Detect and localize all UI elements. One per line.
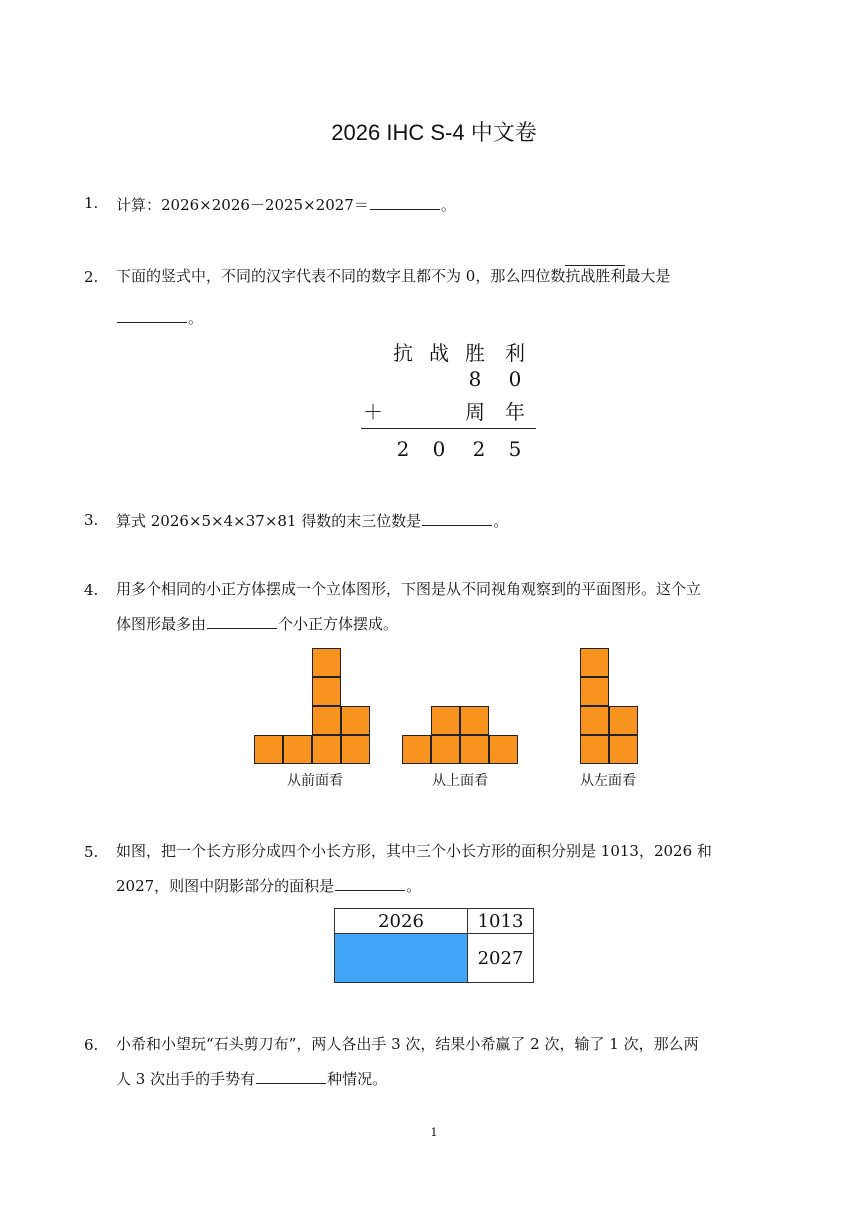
view-caption-front: 从前面看 (287, 773, 343, 789)
question-3-text (116, 510, 508, 531)
cube-square (609, 706, 638, 735)
question-5-line2-suffix: 。 (406, 877, 422, 895)
answer-blank-5[interactable] (335, 875, 405, 891)
question-4-line2-prefix: 体图形最多由 (116, 615, 207, 633)
area-bottom-right: 2027 (477, 947, 524, 969)
shaded-region (335, 934, 468, 982)
cube-square (312, 648, 341, 677)
cube-square (312, 735, 341, 764)
question-2-line2 (116, 307, 203, 328)
question-6-line2-prefix: 人 3 次出手的手势有 (116, 1070, 256, 1088)
question-5-line2-prefix: 2027，则图中阴影部分的面积是 (116, 877, 335, 895)
question-3-number: 3. (84, 511, 99, 529)
cube-square (460, 735, 489, 764)
question-3-suffix: 。 (493, 512, 509, 530)
question-1-text (116, 194, 456, 215)
answer-blank-6[interactable] (256, 1068, 326, 1084)
vertical-digit: 抗 (393, 341, 413, 365)
vertical-digit: 8 (468, 367, 482, 391)
cube-square (431, 706, 460, 735)
question-2-prefix: 下面的竖式中，不同的汉字代表不同的数字且都不为 0，那么四位数 (116, 267, 566, 285)
sum-line (361, 428, 536, 429)
question-1-prefix: 计算：2026×2026－2025×2027＝ (116, 196, 369, 214)
vertical-digit: 周 (465, 400, 485, 424)
cube-square (312, 677, 341, 706)
plus-sign: ＋ (363, 400, 383, 424)
question-1-suffix: 。 (440, 196, 456, 214)
cube-square (341, 735, 370, 764)
question-6-number: 6. (84, 1036, 99, 1054)
vertical-digit: 2 (396, 437, 410, 461)
cube-square (341, 706, 370, 735)
question-4-number: 4. (84, 581, 99, 599)
answer-blank-4[interactable] (207, 613, 277, 629)
cube-square (431, 735, 460, 764)
cube-square (580, 735, 609, 764)
question-5-line2 (116, 875, 421, 896)
vertical-digit: 利 (505, 341, 525, 365)
question-6-line2-suffix: 种情况。 (327, 1070, 388, 1088)
cube-square (402, 735, 431, 764)
cube-square (580, 677, 609, 706)
cube-square (609, 735, 638, 764)
cube-square (489, 735, 518, 764)
question-6-line1: 小希和小望玩“石头剪刀布”，两人各出手 3 次，结果小希赢了 2 次，输了 1 次，那么两 (116, 1035, 699, 1053)
question-2-overline-number: 抗战胜利 (565, 267, 626, 285)
page-title: 2026 IHC S-4 中文卷 (331, 120, 537, 145)
cube-square (580, 648, 609, 677)
vertical-digit: 0 (432, 437, 446, 461)
cube-square (254, 735, 283, 764)
cube-square (312, 706, 341, 735)
rectangle-figure (334, 908, 534, 983)
answer-blank-3[interactable] (422, 510, 492, 526)
area-top-left: 2026 (335, 909, 468, 934)
question-2-line2-suffix: 。 (188, 309, 204, 327)
vertical-digit: 5 (508, 437, 522, 461)
question-1-number: 1. (84, 194, 99, 212)
page-number: 1 (430, 1126, 438, 1139)
answer-blank-2[interactable] (117, 307, 187, 323)
question-2-suffix: 最大是 (625, 267, 671, 285)
question-6-line2 (116, 1068, 387, 1089)
question-4-line2-suffix: 个小正方体摆成。 (278, 615, 399, 633)
vertical-digit: 2 (472, 437, 486, 461)
question-5-line1: 如图，把一个长方形分成四个小长方形，其中三个小长方形的面积分别是 1013，2026 和 (116, 842, 712, 860)
vertical-digit: 0 (508, 367, 522, 391)
question-2-line1 (116, 266, 670, 286)
area-top-right: 1013 (468, 909, 533, 934)
answer-blank-1[interactable] (370, 194, 440, 210)
vertical-digit: 战 (429, 341, 449, 365)
view-caption-left: 从左面看 (580, 773, 636, 789)
vertical-digit: 年 (505, 400, 525, 424)
question-4-line2 (116, 613, 398, 634)
question-5-number: 5. (84, 843, 99, 861)
question-2-number: 2. (84, 268, 99, 286)
cube-square (460, 706, 489, 735)
question-4-line1: 用多个相同的小正方体摆成一个立体图形，下图是从不同视角观察到的平面图形。这个立 (116, 580, 702, 598)
cube-square (283, 735, 312, 764)
view-caption-top: 从上面看 (432, 773, 488, 789)
vertical-digit: 胜 (465, 341, 485, 365)
question-3-prefix: 算式 2026×5×4×37×81 得数的末三位数是 (116, 512, 422, 530)
cube-square (580, 706, 609, 735)
